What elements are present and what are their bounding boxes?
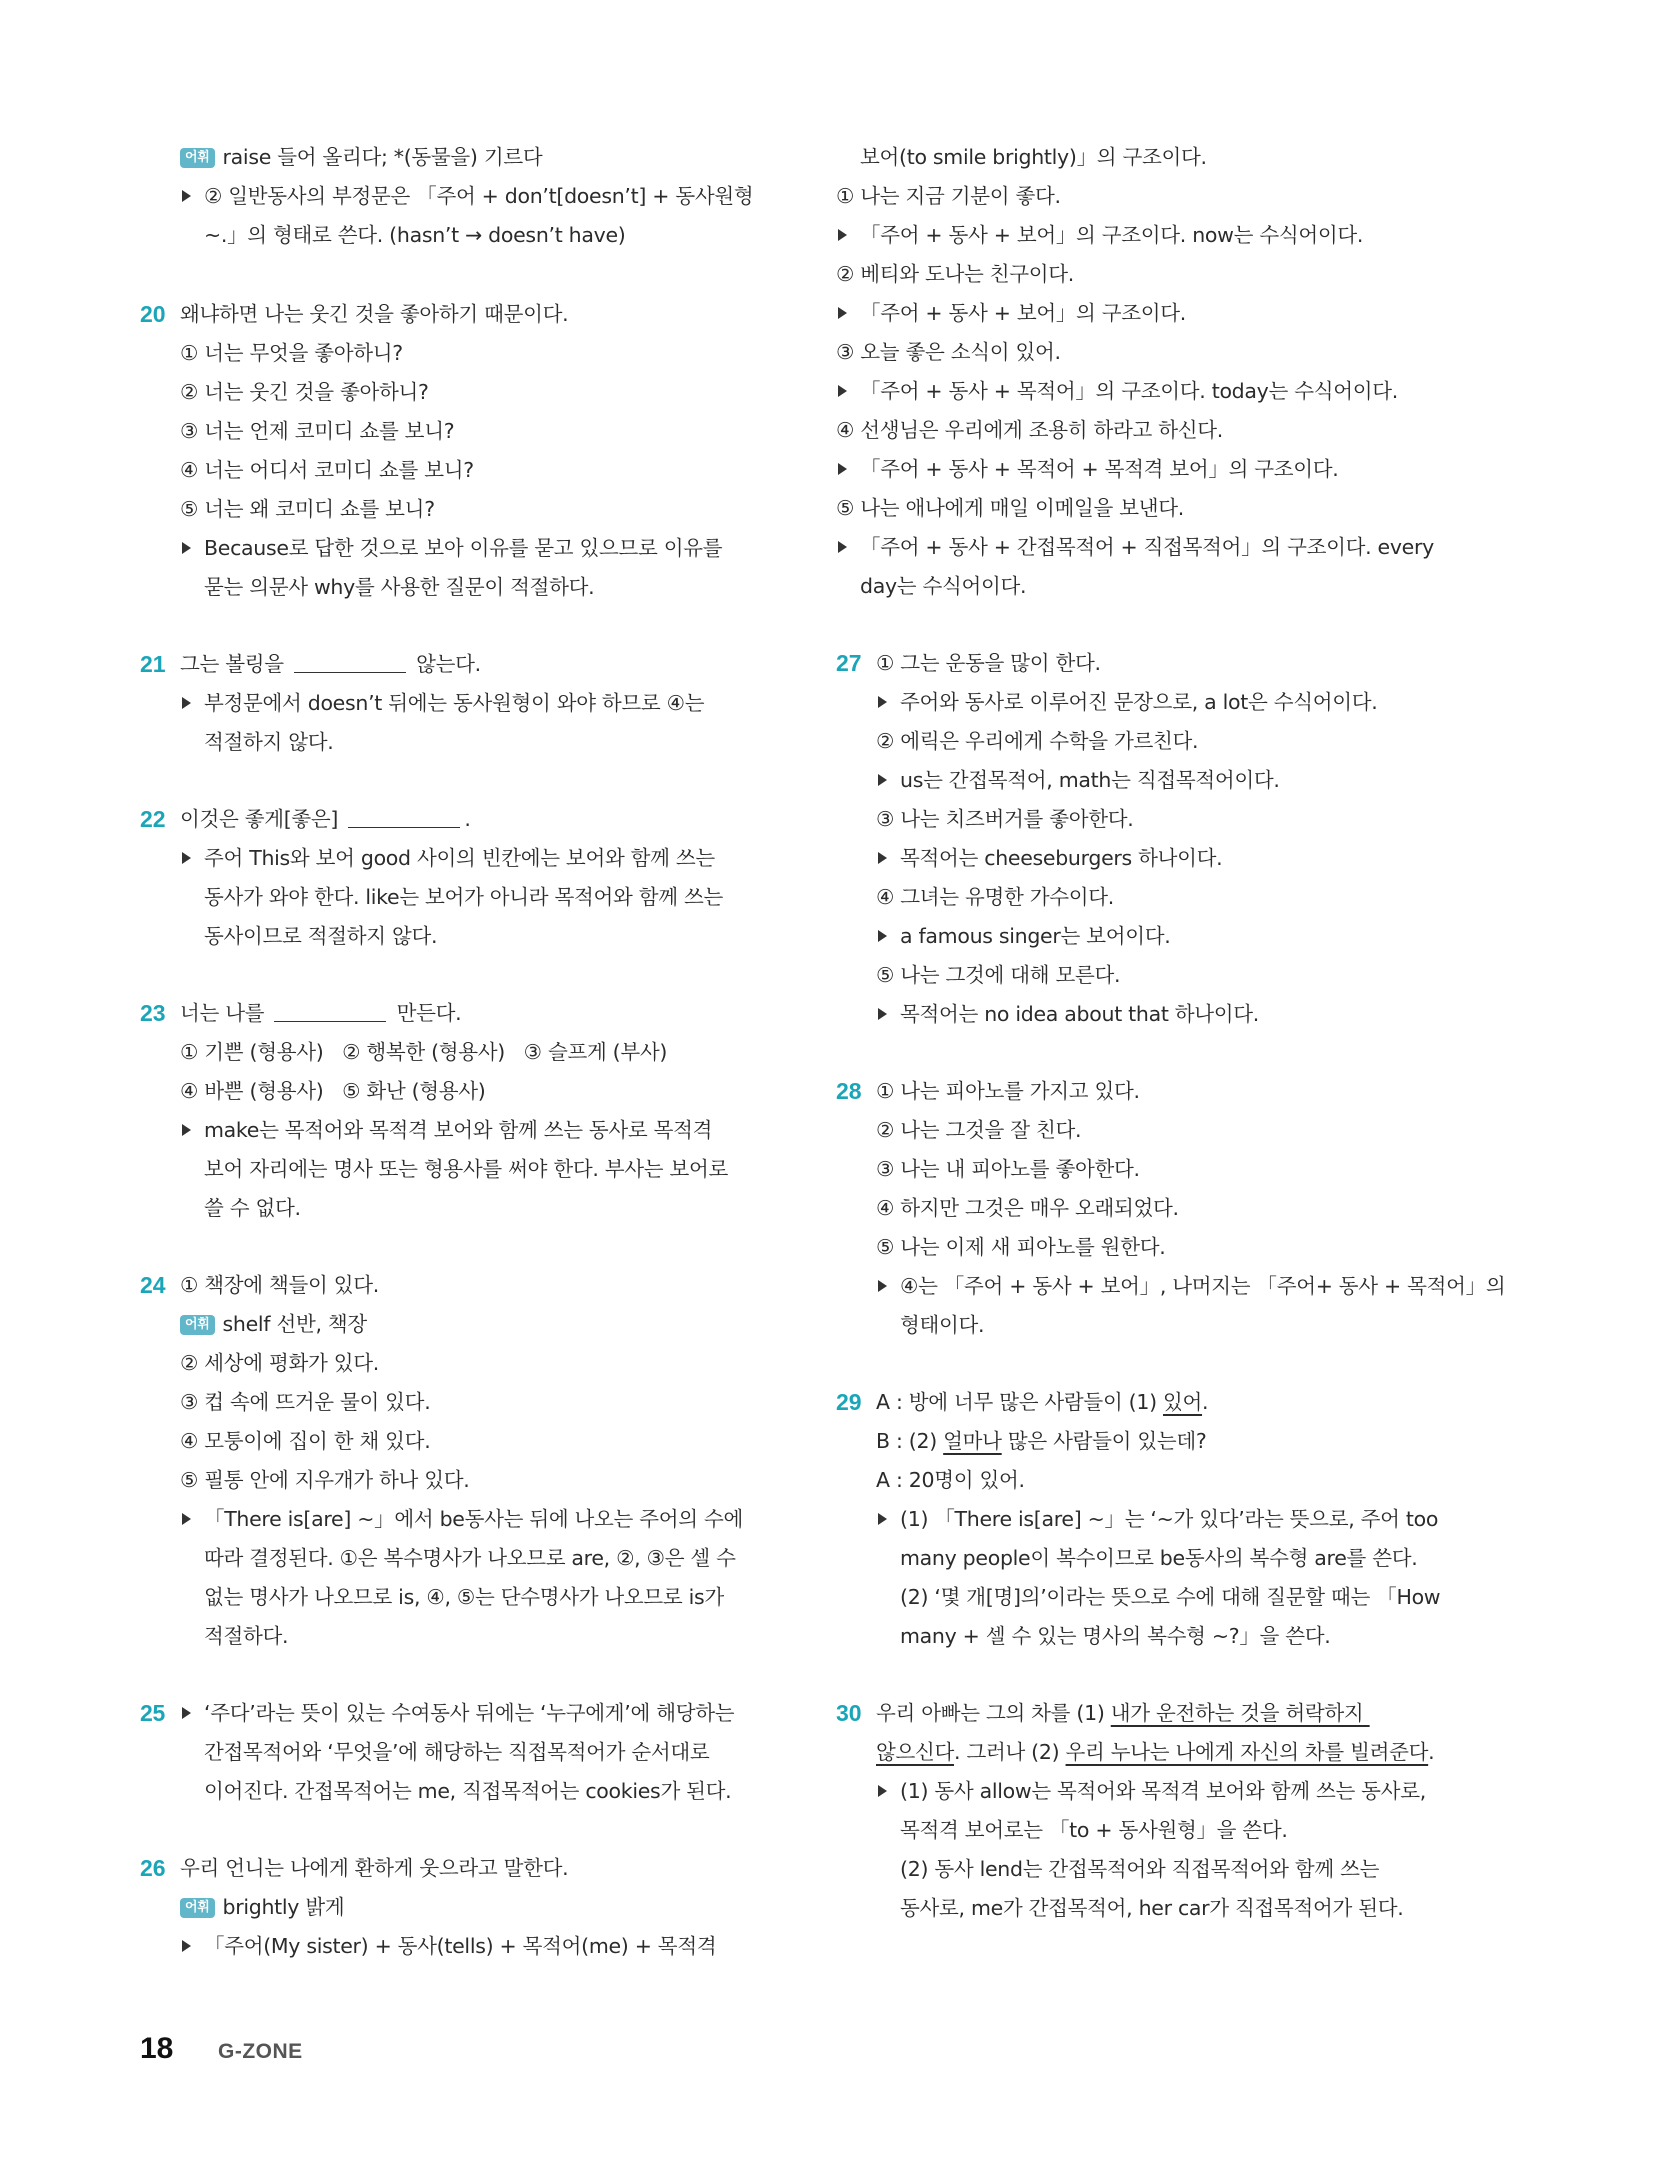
triangle-bullet-icon — [838, 385, 847, 397]
question-24: 24 ① 책장에 책들이 있다. 어휘 shelf 선반, 책장 ② 세상에 평화가 있다. ③ 컵 속에 뜨거운 물이 있다. ④ 모퉁이에 집이 한 채 있다. ⑤ 필통 안에 지우개가 하나 있다. 「There is[are] ~」에서 be동사는 뒤에 나오는 주어의 수에 따라 결정된다. ①은 복수명사가 나오므로 are, ②, ③은 셀 수 없는 명사가 나오므로 is, ④, ⑤는 단수명사가 나오므로 is가 적절하다. — [140, 1266, 740, 1656]
answer-underline: 내가 운전하는 것을 허락하지 — [1110, 1701, 1370, 1725]
vocab-badge: 어휘 — [180, 1315, 215, 1335]
question-number: 23 — [140, 1000, 166, 1026]
answer-blank — [274, 997, 386, 1022]
question-30: 30 우리 아빠는 그의 차를 (1) 내가 운전하는 것을 허락하지 않으신다. 그러나 (2) 우리 누나는 나에게 자신의 차를 빌려준다. (1) 동사 allow는 목적어와 목적격 보어와 함께 쓰는 동사로, 목적격 보어로는 「to + 동사원형」을 쓴다. (2) 동사 lend는 간접목적어와 직접목적어와 함께 쓰는 동사로, me가 간접목적어, her car가 직접목적어가 된다. — [836, 1694, 1436, 1928]
answer-blank — [348, 803, 460, 828]
triangle-bullet-icon — [838, 307, 847, 319]
triangle-bullet-icon — [182, 542, 191, 554]
triangle-bullet-icon — [838, 229, 847, 241]
left-column — [140, 138, 754, 2004]
question-29: 29 A : 방에 너무 많은 사람들이 (1) 있어. B : (2) 얼마나 많은 사람들이 있는데? A : 20명이 있어. (1) 「There is[are] ~」는 ‘~가 있다’라는 뜻으로, 주어 too many people이 복수이므로 be동사의 복수형 are를 쓴다. (2) ‘몇 개[명]의’이라는 뜻으로 수에 대해 질문할 때는 「How many + 셀 수 있는 명사의 복수형 ~?」을 쓴다. — [836, 1383, 1436, 1656]
question-26-continued: 보어(to smile brightly)」의 구조이다. ① 나는 지금 기분이 좋다. 「주어 + 동사 + 보어」의 구조이다. now는 수식어이다. ② 베티와 도나는 친구이다. 「주어 + 동사 + 보어」의 구조이다. ③ 오늘 좋은 소식이 있어. 「주어 + 동사 + 목적어」의 구조이다. today는 수식어이다. ④ 선생님은 우리에게 조용히 하라고 하신다. 「주어 + 동사 + 목적어 + 목적격 보어」의 구조이다. ⑤ 나는 애나에게 매일 이메일을 보낸다. 「주어 + 동사 + 간접목적어 + 직접목적어」의 구조이다. every day는 수식어이다. — [836, 145, 1434, 598]
question-number: 22 — [140, 806, 166, 832]
triangle-bullet-icon — [182, 190, 191, 202]
vocab-badge: 어휘 — [180, 1898, 215, 1918]
answer-underline: 않으신다 — [876, 1740, 955, 1764]
question-number: 24 — [140, 1272, 166, 1298]
answer-underline: 얼마나 — [943, 1429, 1002, 1453]
triangle-bullet-icon — [838, 541, 847, 553]
question-number: 29 — [836, 1389, 862, 1415]
question-number: 25 — [140, 1700, 165, 1726]
triangle-bullet-icon — [182, 1707, 191, 1719]
triangle-bullet-icon — [182, 1940, 191, 1952]
question-number: 30 — [836, 1700, 862, 1726]
question-27: 27 ① 그는 운동을 많이 한다. 주어와 동사로 이루어진 문장으로, a lot은 수식어이다. ② 에릭은 우리에게 수학을 가르친다. us는 간접목적어, math는 직접목적어이다. ③ 나는 치즈버거를 좋아한다. 목적어는 cheeseburgers 하나이다. ④ 그녀는 유명한 가수이다. a famous singer는 보어이다. ⑤ 나는 그것에 대해 모른다. 목적어는 no idea about that 하나이다. — [836, 644, 1436, 1034]
triangle-bullet-icon — [878, 1008, 887, 1020]
question-20: 20 왜냐하면 나는 웃긴 것을 좋아하기 때문이다. ① 너는 무엇을 좋아하니? ② 너는 웃긴 것을 좋아하니? ③ 너는 언제 코미디 쇼를 보니? ④ 너는 어디서 코미디 쇼를 보니? ⑤ 너는 왜 코미디 쇼를 보니? Because로 답한 것으로 보아 이유를 묻고 있으므로 이유를 묻는 의문사 why를 사용한 질문이 적절하다. — [140, 295, 740, 607]
question-25: 25 ‘주다’라는 뜻이 있는 수여동사 뒤에는 ‘누구에게’에 해당하는 간접목적어와 ‘무엇을’에 해당하는 직접목적어가 순서대로 이어진다. 간접목적어는 me, 직접목적어는 cookies가 된다. — [140, 1694, 740, 1811]
answer-blank — [294, 648, 406, 673]
answer-underline: 있어 — [1163, 1390, 1203, 1414]
explanation: ② 일반동사의 부정문은 「주어 + don’t[doesn’t] + 동사원형 — [140, 177, 740, 216]
triangle-bullet-icon — [182, 697, 191, 709]
book-brand: G-ZONE — [218, 2040, 303, 2063]
question-number: 27 — [836, 650, 862, 676]
question-23: 23 너는 나를 만든다. ① 기쁜 (형용사) ② 행복한 (형용사) ③ 슬프게 (부사) ④ 바쁜 (형용사) ⑤ 화난 (형용사) make는 목적어와 목적격 보어와 함께 쓰는 동사로 목적격 보어 자리에는 명사 또는 형용사를 써야 한다. 부사는 보어로 쓸 수 없다. — [140, 994, 740, 1228]
triangle-bullet-icon — [182, 1124, 191, 1136]
vocab-text: raise 들어 올리다; *(동물을) 기르다 — [222, 145, 543, 169]
page-number: 18 — [140, 2032, 174, 2065]
triangle-bullet-icon — [182, 1513, 191, 1525]
triangle-bullet-icon — [878, 1785, 887, 1797]
triangle-bullet-icon — [182, 852, 191, 864]
question-28: 28 ① 나는 피아노를 가지고 있다. ② 나는 그것을 잘 친다. ③ 나는 내 피아노를 좋아한다. ④ 하지만 그것은 매우 오래되었다. ⑤ 나는 이제 새 피아노를 원한다. ④는 「주어 + 동사 + 보어」, 나머지는 「주어+ 동사 + 목적어」의 형태이다. — [836, 1072, 1436, 1345]
question-22: 22 이것은 좋게[좋은] . 주어 This와 보어 good 사이의 빈칸에는 보어와 함께 쓰는 동사가 와야 한다. like는 보어가 아니라 목적어와 함께 쓰는 동사이므로 적절하지 않다. — [140, 800, 740, 956]
triangle-bullet-icon — [878, 696, 887, 708]
triangle-bullet-icon — [878, 930, 887, 942]
triangle-bullet-icon — [878, 852, 887, 864]
question-number: 26 — [140, 1855, 166, 1881]
right-column — [836, 138, 1506, 1966]
question-number: 21 — [140, 651, 166, 677]
question-number: 20 — [140, 301, 166, 327]
question-26: 26 우리 언니는 나에게 환하게 웃으라고 말한다. 어휘 brightly 밝게 「주어(My sister) + 동사(tells) + 목적어(me) + 목적격 — [140, 1849, 740, 1966]
answer-underline: 우리 누나는 나에게 자신의 차를 빌려준다 — [1065, 1740, 1429, 1764]
triangle-bullet-icon — [878, 774, 887, 786]
triangle-bullet-icon — [838, 463, 847, 475]
triangle-bullet-icon — [878, 1280, 887, 1292]
question-number: 28 — [836, 1078, 862, 1104]
question-21: 21 그는 볼링을 않는다. 부정문에서 doesn’t 뒤에는 동사원형이 와야 하므로 ④는 적절하지 않다. — [140, 645, 740, 762]
vocab-badge: 어휘 — [180, 148, 215, 168]
intro-entry: 어휘 raise 들어 올리다; *(동물을) 기르다 ② 일반동사의 부정문은 「주어 + don’t[doesn’t] + 동사원형 ~.」의 형태로 쓴다. (hasn’t → doesn’t have) — [140, 138, 740, 255]
triangle-bullet-icon — [878, 1513, 887, 1525]
